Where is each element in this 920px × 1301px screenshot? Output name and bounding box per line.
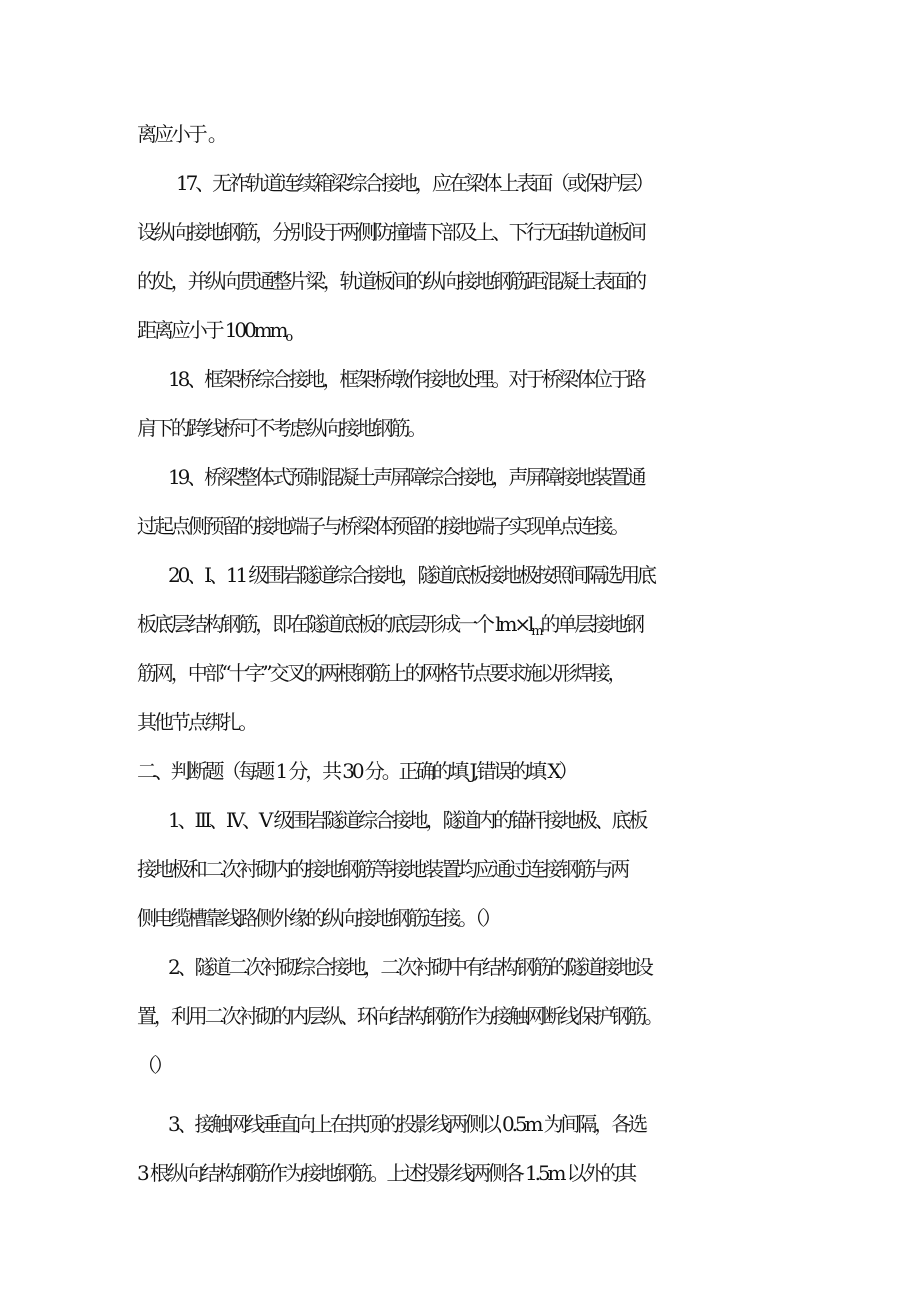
text-line-content: 3 根纵向结构钢筋作为接地钢筋。上述投影线两侧各 1.5m 以外的其: [137, 1161, 635, 1185]
text-line-content: 2、隧道二次衬砌综合接地，二次衬砌中有结构钢筋的隧道接地设: [168, 955, 651, 979]
text-line: [168, 562, 920, 588]
text-line-content: 20、I、11 级围岩隧道综合接地，隧道底板接地极按照间隔选用底: [168, 563, 654, 587]
text-line-content: 侧电缆槽靠线路侧外缘的纵向接地钢筋连接。（）: [137, 906, 499, 930]
text-line-content: 过起点侧预留的接地端子与桥梁体预留的接地端子实现单点连接。: [137, 514, 628, 538]
text-line-content: 板底层结构钢筋，即在隧道底板的底层形成一个 lm×l: [137, 612, 532, 636]
text-line: [168, 464, 920, 490]
text-line: [137, 268, 920, 294]
text-line: [137, 1052, 920, 1078]
text-line-content: 其他节点绑扎。: [137, 710, 256, 734]
text-line: [137, 1160, 920, 1186]
text-line-content: 二、判断题（每题 1 分，共 30 分。正确的填 J,错误的填 X）: [137, 759, 576, 783]
text-line: [137, 709, 920, 735]
text-line-continuation: 的单层接地钢: [540, 612, 642, 636]
text-line: [137, 219, 920, 245]
text-line-content: 设纵向接地钢筋，分别设于两侧防撞墙下部及上、下行无硅轨道板间: [137, 220, 644, 244]
text-line-content: （）: [137, 1053, 171, 1077]
text-line-content: 离应小于 。: [137, 122, 225, 146]
text-line: [168, 366, 920, 392]
text-line-content: 筋网，中部“十字”交叉的两根钢筋上的网格节点要求施以形焊接，: [137, 661, 625, 685]
text-line: [137, 758, 920, 784]
text-line-content: 1、III、IV、V 级围岩隧道综合接地，隧道内的锚杆接地极、底板: [168, 808, 646, 832]
text-line-content: 17、无祚轨道连续箱梁综合接地，应在梁体上表面（或保护层）: [176, 171, 652, 195]
text-line-content: 18、框架桥综合接地，框架桥墩作接地处理。对于桥梁体位于路: [168, 367, 644, 391]
text-line: [137, 1003, 920, 1029]
text-line-content: 3、接触网线垂直向上在拱顶的投影线两侧以 0.5m 为间隔，各选: [168, 1112, 646, 1136]
text-line-content: 的处，并纵向贯通整片梁，轨道板间的纵向接地钢筋距混凝土表面的: [137, 269, 644, 293]
text-line: [137, 660, 920, 686]
subscript: o: [285, 330, 291, 345]
text-line: [168, 1111, 920, 1137]
text-line: [137, 317, 920, 343]
text-line-content: 接地极和二次衬砌内的接地钢筋等接地装置均应通过连接钢筋与两: [137, 857, 628, 881]
text-line: [137, 611, 920, 637]
text-line-content: 19、桥梁整体式预制混凝土声屏障综合接地，声屏障接地装置通: [168, 465, 644, 489]
text-line: [137, 513, 920, 539]
text-line-content: 肩下的跨线桥可不考虑纵向接地钢筋。: [137, 416, 425, 440]
subscript: m: [531, 624, 541, 639]
text-line-content: 距离应小于 100mm: [137, 318, 286, 342]
text-line: [176, 170, 920, 196]
text-line: [137, 856, 920, 882]
text-line: [168, 954, 920, 980]
text-line: [168, 807, 920, 833]
text-line: [137, 415, 920, 441]
text-line: [137, 905, 920, 931]
text-line: [137, 121, 920, 147]
text-line-content: 置，利用二次衬砌的内层纵、环向结构钢筋作为接触网断线保护钢筋。: [137, 1004, 661, 1028]
